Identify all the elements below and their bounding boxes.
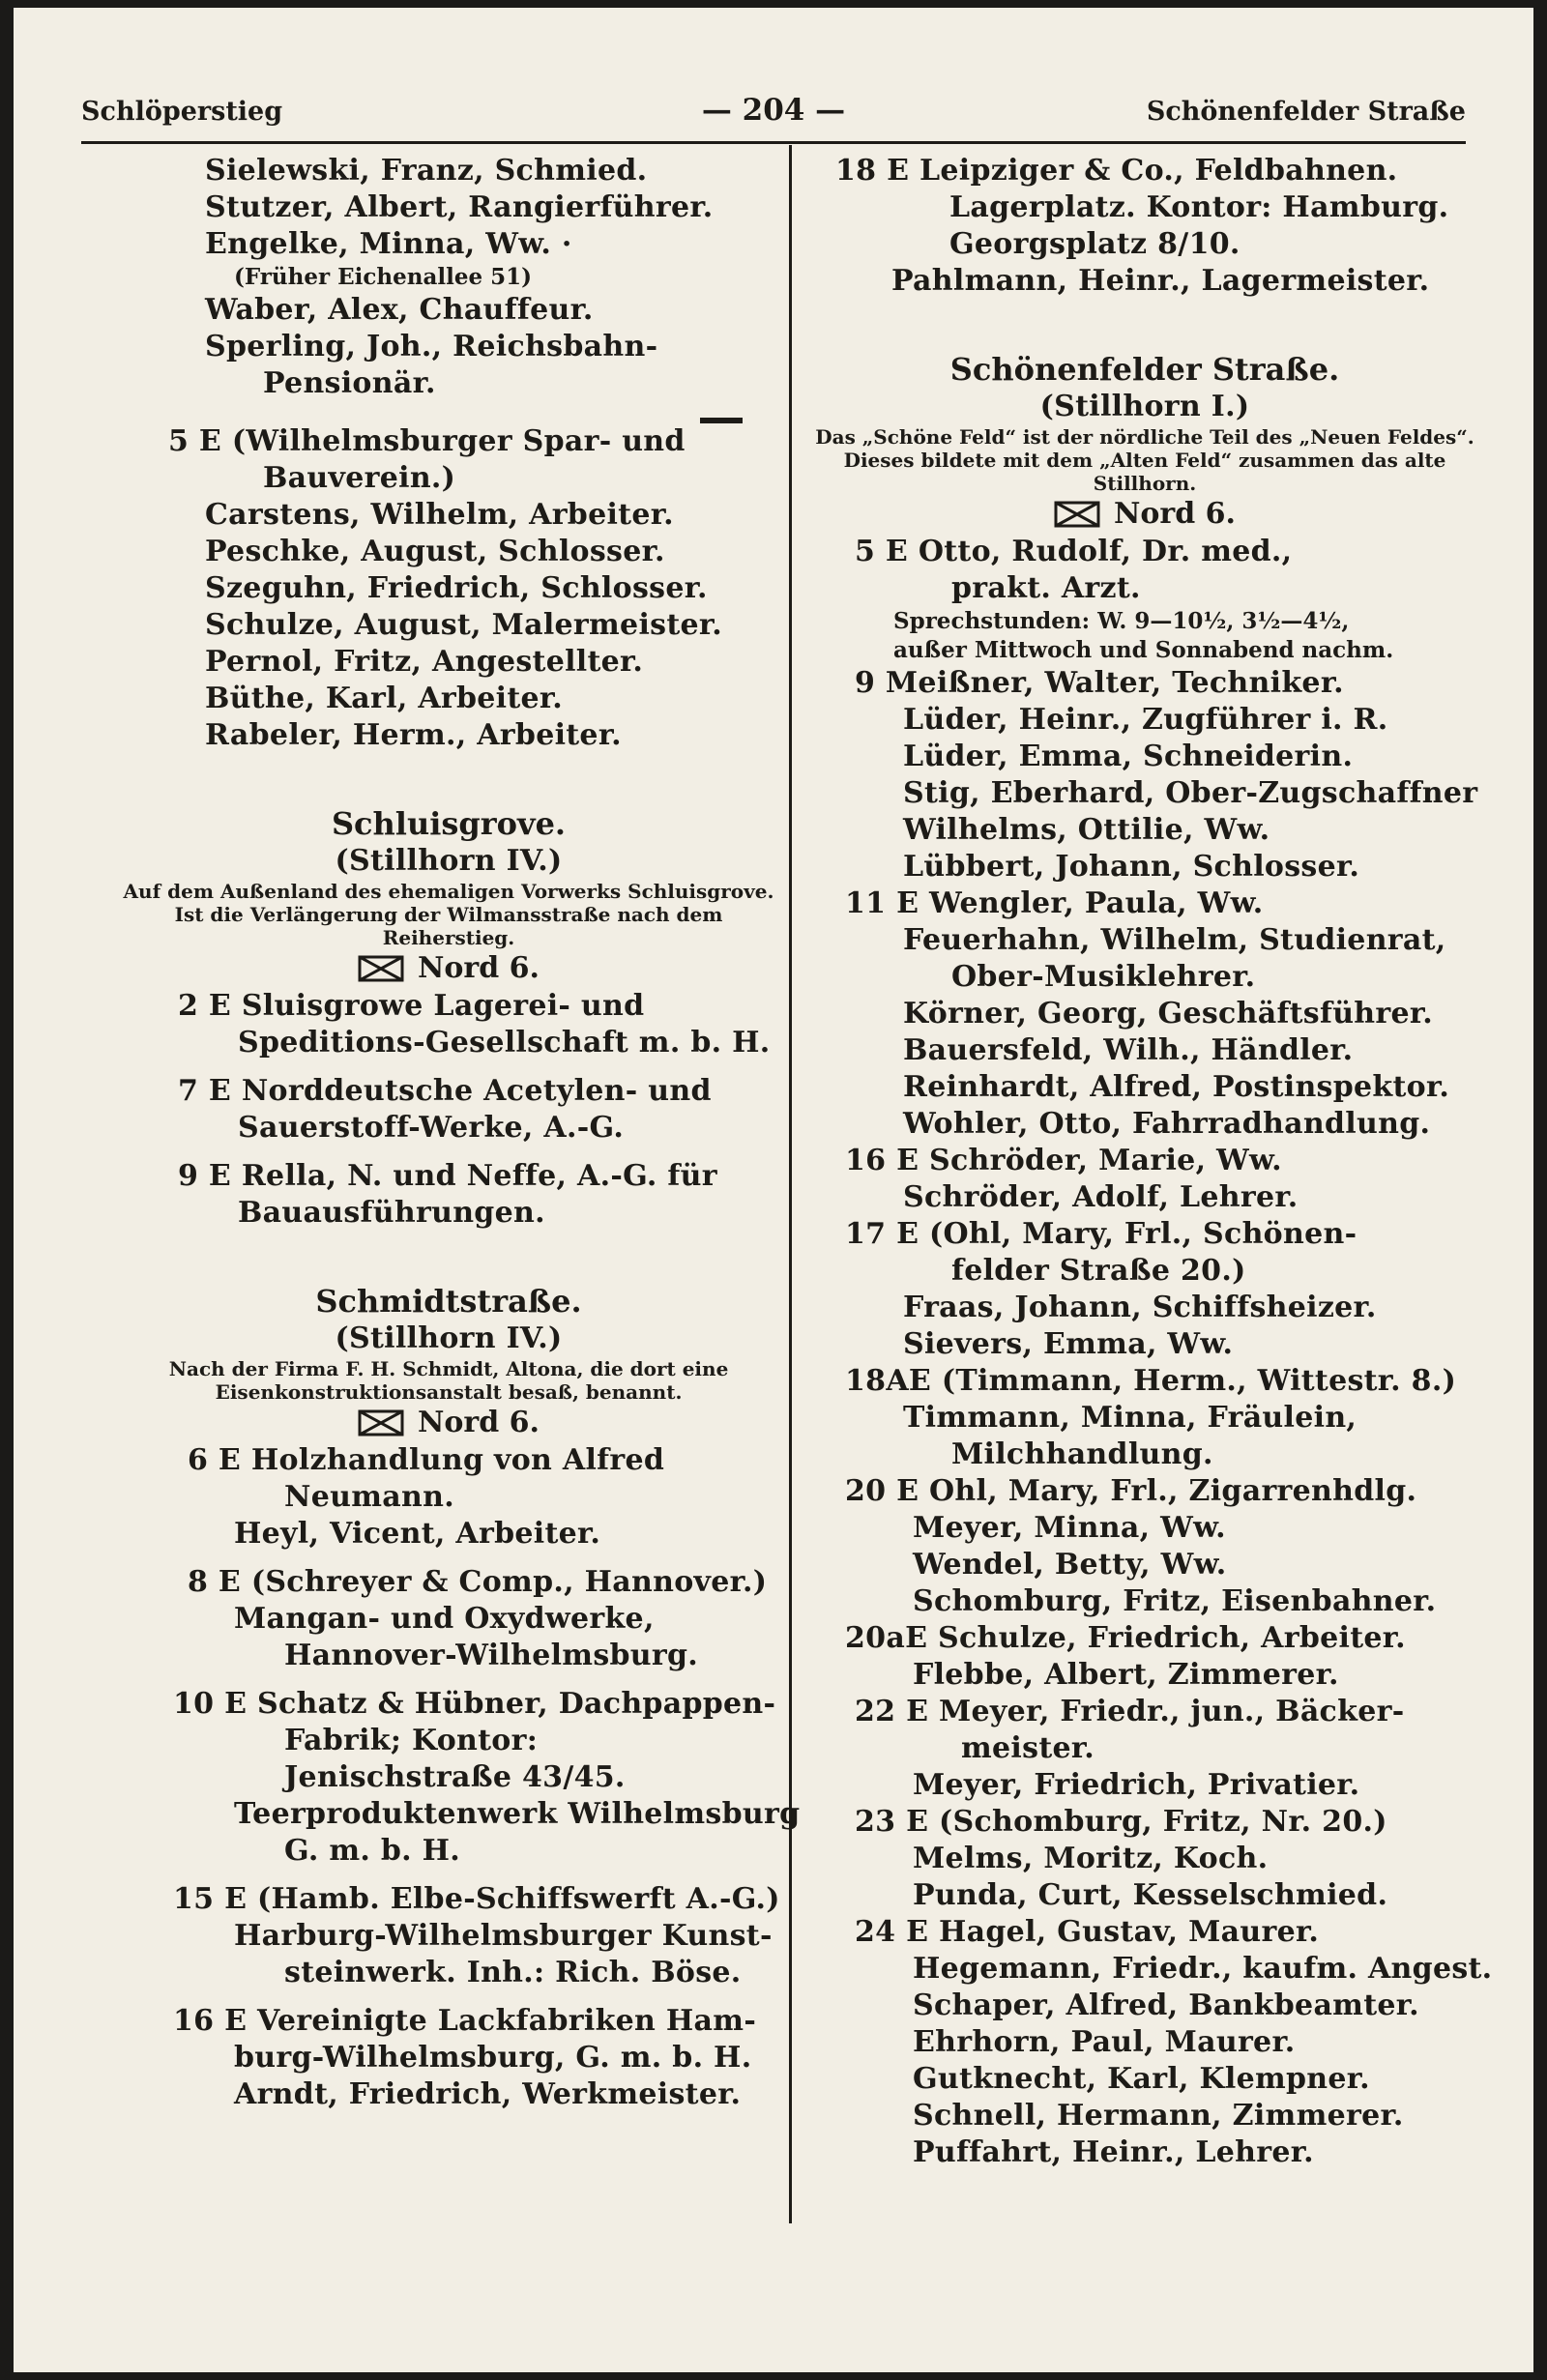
entry-note: Sprechstunden: W. 9—10½, 3½—4½, [893, 608, 1350, 634]
directory-entry: 6 E Holzhandlung von Alfred [188, 1443, 665, 1477]
street-name-heading: Schluisgrove. [331, 805, 567, 842]
directory-entry: Neumann. [284, 1480, 454, 1514]
entry-note: außer Mittwoch und Sonnabend nachm. [893, 637, 1394, 663]
directory-entry: Stutzer, Albert, Rangierführer. [205, 190, 714, 224]
directory-entry: 7 E Norddeutsche Acetylen- und [178, 1074, 712, 1108]
directory-entry: Hannover-Wilhelmsburg. [284, 1639, 699, 1672]
spacer [806, 300, 1483, 321]
page-header [81, 93, 1466, 135]
directory-entry: Engelke, Minna, Ww. · [205, 227, 572, 261]
entry-note: (Früher Eichenallee 51) [234, 264, 533, 290]
directory-entry: 9 E Rella, N. und Neffe, A.-G. für [178, 1159, 717, 1193]
directory-entry: Lüder, Emma, Schneiderin. [903, 740, 1354, 773]
postal-district [120, 949, 777, 988]
directory-entry: 24 E Hagel, Gustav, Maurer. [855, 1915, 1320, 1949]
street-name-heading: Schönenfelder Straße. [949, 351, 1340, 388]
directory-entry: Büthe, Karl, Arbeiter. [205, 682, 563, 715]
postal-district [806, 495, 1483, 534]
directory-entry: Schnell, Hermann, Zimmerer. [913, 2099, 1404, 2133]
directory-entry: Lagerplatz. Kontor: Hamburg. [949, 190, 1449, 224]
directory-entry: 23 E (Schomburg, Fritz, Nr. 20.) [855, 1805, 1387, 1839]
directory-entry: Timmann, Minna, Fräulein, [903, 1401, 1357, 1435]
directory-entry: Sielewski, Franz, Schmied. [205, 154, 648, 188]
directory-entry: Speditions-Gesellschaft m. b. H. [238, 1026, 771, 1059]
directory-entry: 17 E (Ohl, Mary, Frl., Schönen- [845, 1217, 1357, 1251]
directory-entry: steinwerk. Inh.: Rich. Böse. [284, 1956, 742, 1989]
directory-entry: Harburg-Wilhelmsburger Kunst- [234, 1919, 773, 1953]
street-history-note: Auf dem Außenland des ehemaligen Vorwerks Schluisgrove. Ist die Verlängerung der Wilmansstraße nach dem Reiherstieg. [123, 880, 774, 949]
directory-entry: 11 E Wengler, Paula, Ww. [845, 886, 1264, 920]
directory-page [14, 8, 1533, 2372]
directory-entry: Sperling, Joh., Reichsbahn- [205, 330, 658, 363]
directory-entry: 20 E Ohl, Mary, Frl., Zigarrenhdlg. [845, 1474, 1417, 1508]
directory-entry: Fraas, Johann, Schiffsheizer. [903, 1291, 1377, 1324]
directory-entry: Sievers, Emma, Ww. [903, 1327, 1234, 1361]
postal-district-label: Nord 6. [1114, 497, 1236, 531]
directory-entry: Arndt, Friedrich, Werkmeister. [234, 2077, 742, 2111]
directory-entry: Schomburg, Fritz, Eisenbahner. [913, 1584, 1437, 1618]
header-left-street: Schlöperstieg [81, 97, 283, 127]
directory-entry: Lüder, Heinr., Zugführer i. R. [903, 703, 1388, 737]
district-label: (Stillhorn IV.) [335, 844, 563, 878]
directory-entry: Wendel, Betty, Ww. [913, 1548, 1227, 1582]
directory-entry: Schröder, Adolf, Lehrer. [903, 1180, 1299, 1214]
directory-entry: Pensionär. [263, 366, 436, 400]
directory-entry: Schulze, August, Malermeister. [205, 608, 722, 642]
directory-entry: Georgsplatz 8/10. [949, 227, 1241, 261]
directory-entry: Ober-Musiklehrer. [951, 960, 1256, 994]
directory-entry: Pernol, Fritz, Angestellter. [205, 645, 644, 679]
postal-district-label: Nord 6. [418, 951, 540, 985]
directory-entry: Schaper, Alfred, Bankbeamter. [913, 1988, 1419, 2022]
directory-entry: 10 E Schatz & Hübner, Dachpappen- [173, 1687, 776, 1721]
directory-entry: 22 E Meyer, Friedr., jun., Bäcker- [855, 1695, 1405, 1728]
directory-entry: 2 E Sluisgrowe Lagerei- und [178, 989, 645, 1023]
directory-entry: Mangan- und Oxydwerke, [234, 1602, 655, 1636]
spacer [120, 1870, 777, 1881]
directory-entry: 5 E Otto, Rudolf, Dr. med., [855, 535, 1293, 568]
directory-entry: 18 E Leipziger & Co., Feldbahnen. [835, 154, 1398, 188]
postal-district-label: Nord 6. [418, 1406, 540, 1439]
directory-entry: Lübbert, Johann, Schlosser. [903, 850, 1360, 884]
street-history-note: Nach der Firma F. H. Schmidt, Altona, die dort eine Eisenkonstruktionsanstalt besaß, benannt. [168, 1357, 729, 1404]
directory-entry: Fabrik; Kontor: [284, 1724, 539, 1757]
directory-entry: Stig, Eberhard, Ober-Zugschaffner [903, 776, 1478, 810]
directory-entry: Körner, Georg, Geschäftsführer. [903, 997, 1434, 1030]
column-divider [789, 145, 792, 2223]
directory-entry: Heyl, Vicent, Arbeiter. [234, 1517, 601, 1551]
directory-entry: 18AE (Timmann, Herm., Wittestr. 8.) [845, 1364, 1457, 1398]
spacer [120, 1146, 777, 1158]
directory-entry: Peschke, August, Schlosser. [205, 535, 665, 568]
spacer [120, 1991, 777, 2003]
spacer [120, 1232, 777, 1253]
directory-entry: Jenischstraße 43/45. [284, 1760, 626, 1794]
directory-entry: Flebbe, Albert, Zimmerer. [913, 1658, 1339, 1692]
directory-entry: 5 E (Wilhelmsburger Spar- und [168, 424, 686, 458]
directory-entry: Reinhardt, Alfred, Postinspektor. [903, 1070, 1450, 1104]
directory-entry: Carstens, Wilhelm, Arbeiter. [205, 498, 674, 532]
directory-entry: Feuerhahn, Wilhelm, Studienrat, [903, 923, 1446, 957]
street-history-note: Das „Schöne Feld“ ist der nördliche Teil des „Neuen Feldes“. Dieses bildete mit dem „Alten Feld“ zusammen das alte Stillhorn. [815, 425, 1474, 495]
street-name-heading: Schmidtstraße. [315, 1283, 582, 1320]
directory-entry: Bauersfeld, Wilh., Händler. [903, 1033, 1354, 1067]
directory-entry: Ehrhorn, Paul, Maurer. [913, 2025, 1296, 2059]
directory-entry: prakt. Arzt. [951, 571, 1141, 605]
header-right-street: Schönenfelder Straße [1146, 97, 1466, 127]
directory-entry: Hegemann, Friedr., kaufm. Angest. [913, 1952, 1493, 1986]
directory-entry: Waber, Alex, Chauffeur. [205, 293, 594, 327]
spacer [120, 1061, 777, 1073]
directory-entry: Milchhandlung. [951, 1437, 1213, 1471]
directory-entry: 15 E (Hamb. Elbe-Schiffswerft A.-G.) [173, 1882, 780, 1916]
directory-entry: Wilhelms, Ottilie, Ww. [903, 813, 1270, 847]
directory-entry: G. m. b. H. [284, 1834, 461, 1868]
directory-entry: Meyer, Friedrich, Privatier. [913, 1768, 1360, 1802]
district-label: (Stillhorn IV.) [335, 1321, 563, 1355]
envelope-icon [1054, 501, 1100, 528]
header-rule [81, 141, 1466, 144]
directory-entry: Punda, Curt, Kesselschmied. [913, 1878, 1388, 1912]
directory-entry: 20aE Schulze, Friedrich, Arbeiter. [845, 1621, 1406, 1655]
left-column [120, 153, 801, 2113]
directory-entry: Rabeler, Herm., Arbeiter. [205, 718, 622, 752]
spacer [120, 402, 777, 423]
directory-entry: Sauerstoff-Werke, A.-G. [238, 1111, 625, 1145]
postal-district [120, 1404, 777, 1442]
directory-entry: Bauausführungen. [238, 1196, 545, 1230]
directory-entry: Meyer, Minna, Ww. [913, 1511, 1226, 1545]
directory-entry: Pahlmann, Heinr., Lagermeister. [891, 264, 1430, 298]
page-number: — 204 — [701, 93, 846, 128]
directory-entry: Melms, Moritz, Koch. [913, 1842, 1269, 1875]
directory-entry: Wohler, Otto, Fahrradhandlung. [903, 1107, 1431, 1141]
directory-entry: 16 E Vereinigte Lackfabriken Ham- [173, 2004, 757, 2038]
envelope-icon [358, 955, 404, 982]
directory-entry: Szeguhn, Friedrich, Schlosser. [205, 571, 708, 605]
envelope-icon [358, 1409, 404, 1437]
directory-entry: Bauverein.) [263, 461, 456, 495]
spacer [120, 1553, 777, 1564]
directory-entry: 9 Meißner, Walter, Techniker. [855, 666, 1344, 700]
directory-entry: felder Straße 20.) [951, 1254, 1246, 1288]
directory-entry: burg-Wilhelmsburg, G. m. b. H. [234, 2041, 752, 2075]
spacer [120, 1674, 777, 1686]
directory-entry: 16 E Schröder, Marie, Ww. [845, 1144, 1282, 1177]
directory-entry: Gutknecht, Karl, Klempner. [913, 2062, 1370, 2096]
directory-entry: 8 E (Schreyer & Comp., Hannover.) [188, 1565, 768, 1599]
spacer [120, 754, 777, 775]
district-label: (Stillhorn I.) [1039, 390, 1250, 423]
directory-entry: meister. [961, 1731, 1095, 1765]
directory-entry: Puffahrt, Heinr., Lehrer. [913, 2135, 1314, 2169]
right-column [806, 153, 1493, 2171]
directory-entry: Teerproduktenwerk Wilhelmsburg [234, 1797, 801, 1831]
